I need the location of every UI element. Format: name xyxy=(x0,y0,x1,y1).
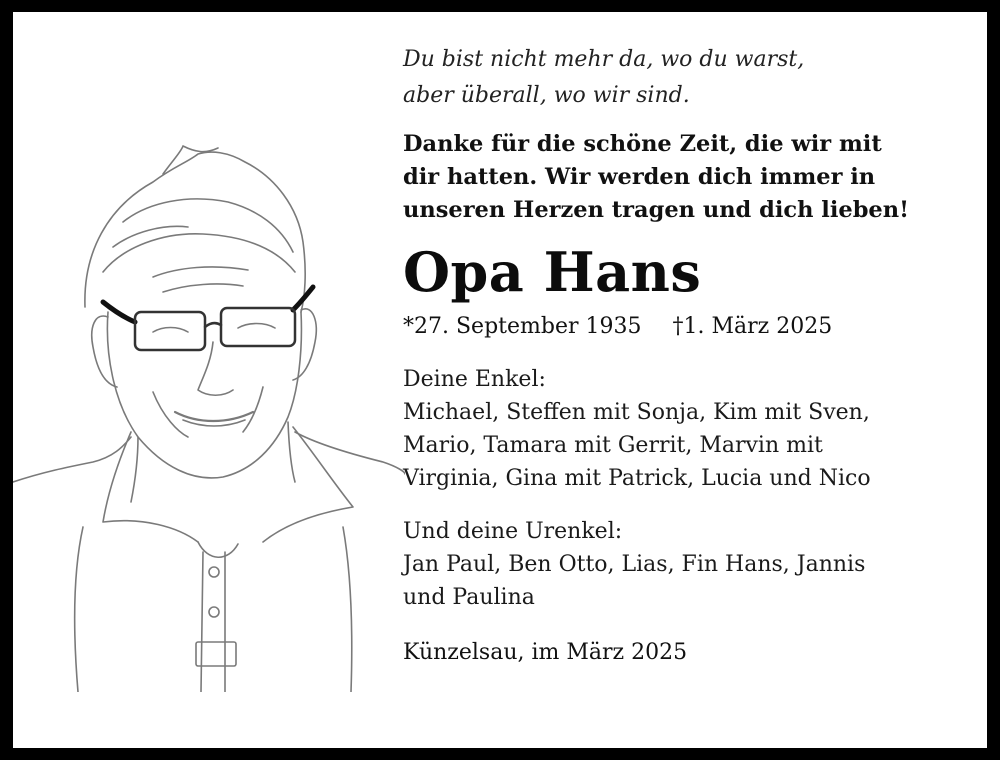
birth-date: *27. September 1935 xyxy=(403,314,642,339)
grandchildren-heading: Deine Enkel: xyxy=(403,367,546,392)
quote-line-2: aber überall, wo wir sind. xyxy=(403,83,690,108)
great-grandchildren-heading: Und deine Urenkel: xyxy=(403,519,623,544)
great-grandchildren-block xyxy=(403,515,963,614)
text-column xyxy=(403,42,963,669)
quote xyxy=(403,42,963,114)
grandchildren-line-1: Michael, Steffen mit Sonja, Kim mit Sven, xyxy=(403,400,870,425)
grandchildren-line-2: Mario, Tamara mit Gerrit, Marvin mit xyxy=(403,433,823,458)
thanks-line-3: unseren Herzen tragen und dich lieben! xyxy=(403,197,909,223)
great-grandchildren-line-2: und Paulina xyxy=(403,585,535,610)
thanks-line-2: dir hatten. Wir werden dich immer in xyxy=(403,164,876,190)
place-and-date: Künzelsau, im März 2025 xyxy=(403,640,688,665)
death-date: †1. März 2025 xyxy=(672,314,833,339)
thanks-line-1: Danke für die schöne Zeit, die wir mit xyxy=(403,131,882,157)
great-grandchildren-line-1: Jan Paul, Ben Otto, Lias, Fin Hans, Jannis xyxy=(403,552,866,577)
deceased-name: Opa Hans xyxy=(403,240,702,304)
grandchildren-line-3: Virginia, Gina mit Patrick, Lucia und Nico xyxy=(403,466,871,491)
quote-line-1: Du bist nicht mehr da, wo du warst, xyxy=(403,47,805,72)
grandchildren-block xyxy=(403,363,963,495)
thanks-message xyxy=(403,128,963,227)
obituary-card xyxy=(13,12,987,748)
portrait-sketch xyxy=(13,132,405,692)
life-dates xyxy=(403,311,963,343)
